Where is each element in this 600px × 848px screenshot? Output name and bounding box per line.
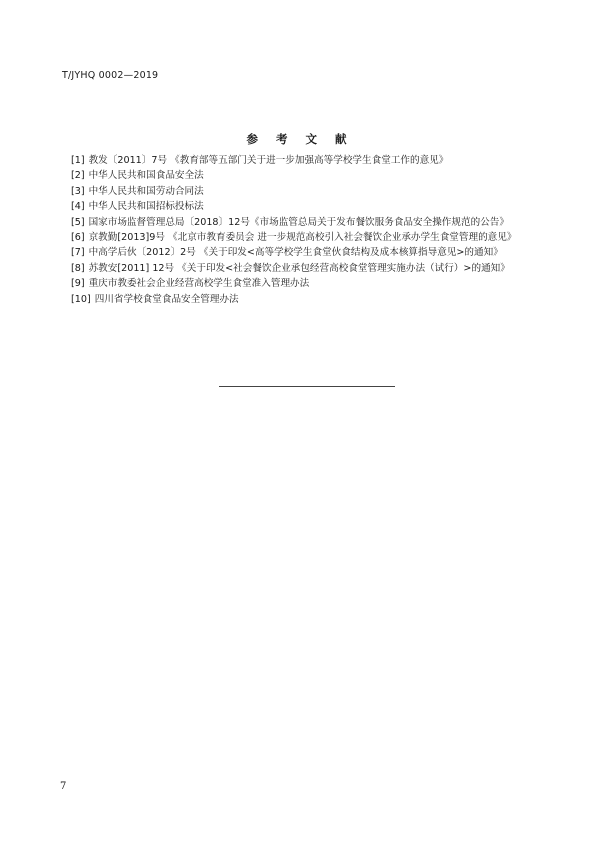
reference-list	[71, 153, 543, 307]
reference-number: [1]	[71, 155, 85, 166]
reference-item	[71, 184, 543, 199]
reference-text: 中华人民共和国食品安全法	[88, 170, 204, 182]
page-number: 7	[60, 781, 67, 792]
reference-number: [6]	[71, 232, 85, 244]
reference-number: [10]	[71, 293, 91, 305]
reference-text: 中华人民共和国招标投标法	[88, 201, 204, 213]
reference-text: 中高学后伙〔2012〕2号 《关于印发<高等学校学生食堂伙食结构及成本核算指导意见>的通知》	[88, 247, 503, 259]
reference-item	[71, 199, 543, 214]
reference-item	[71, 292, 543, 307]
reference-item	[71, 168, 543, 183]
reference-item	[71, 230, 543, 245]
reference-number: [2]	[71, 170, 85, 182]
reference-text: 苏教安[2011] 12号 《关于印发<社会餐饮企业承包经营高校食堂管理实施办法（试行）>的通知》	[88, 262, 510, 274]
reference-text: 京教勤[2013]9号 《北京市教育委员会 进一步规范高校引入社会餐饮企业承办学生食堂管理的意见》	[88, 232, 517, 244]
reference-number: [9]	[71, 278, 85, 290]
reference-item	[71, 153, 543, 168]
reference-text: 重庆市教委社会企业经营高校学生食堂准入管理办法	[88, 278, 310, 290]
reference-item	[71, 245, 543, 260]
reference-number: [4]	[71, 201, 85, 213]
reference-number: [5]	[71, 216, 85, 228]
reference-text: 教发〔2011〕7号 《教育部等五部门关于进一步加强高等学校学生食堂工作的意见》	[88, 155, 449, 166]
section-divider	[219, 386, 395, 387]
reference-number: [7]	[71, 247, 85, 259]
reference-number: [3]	[71, 185, 85, 197]
reference-number: [8]	[71, 262, 85, 274]
reference-text: 四川省学校食堂食品安全管理办法	[94, 293, 239, 305]
reference-text: 中华人民共和国劳动合同法	[88, 185, 204, 197]
reference-item	[71, 215, 543, 230]
reference-item	[71, 276, 543, 291]
document-code: T/JYHQ 0002—2019	[62, 70, 159, 81]
bibliography-title: 参 考 文 献	[246, 132, 354, 146]
reference-item	[71, 261, 543, 276]
reference-text: 国家市场监督管理总局〔2018〕12号《市场监管总局关于发布餐饮服务食品安全操作规范的公告》	[88, 216, 509, 228]
